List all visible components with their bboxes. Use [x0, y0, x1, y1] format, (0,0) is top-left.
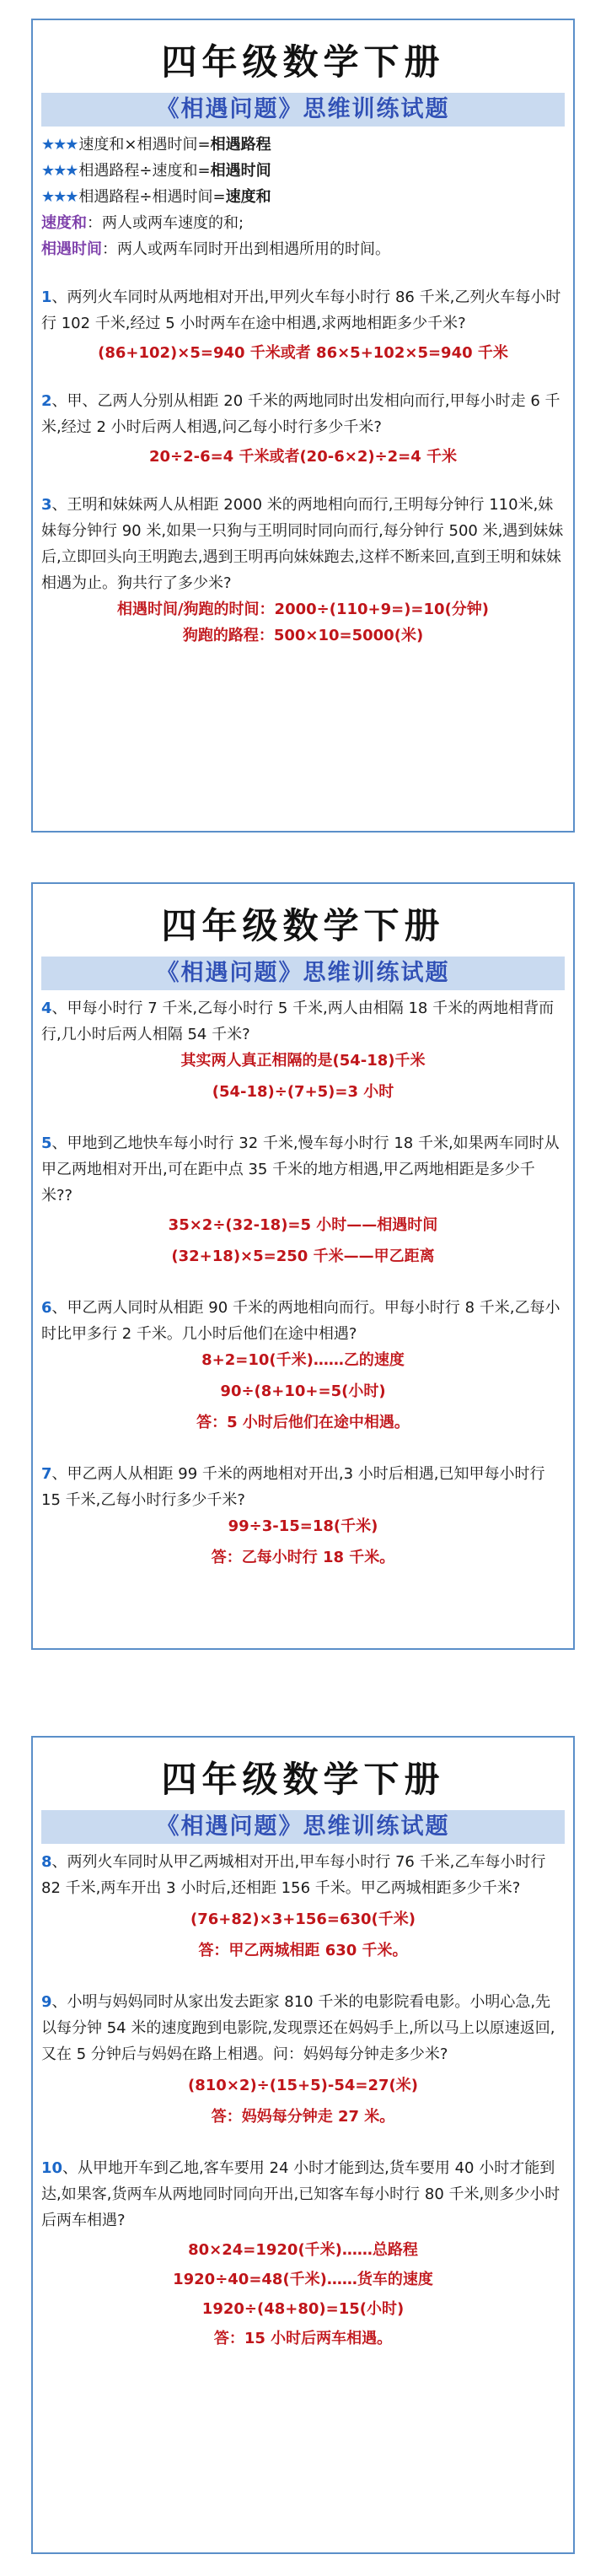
formula-line: ★★★ 相遇路程÷速度和=相遇时间 — [41, 162, 271, 180]
answer-line: 答：甲乙两城相距 630 千米。 — [198, 1942, 408, 1959]
worksheet-page-1 — [31, 19, 575, 833]
problem-5: 5、甲地到乙地快车每小时行 32 千米,慢车每小时行 18 千米,如果两车同时从甲乙两地相对开出,可在距中点 35 千米的地方相遇,甲乙两地相距是多少千米?? — [41, 1134, 560, 1204]
answer-line: 答：15 小时后两车相遇。 — [213, 2330, 393, 2347]
answer-line: 80×24=1920(千米)……总路程 — [188, 2241, 418, 2259]
problem-7: 7、甲乙两人从相距 99 千米的两地相对开出,3 小时后相遇,已知甲每小时行 15 千米,乙每小时行多少千米? — [41, 1465, 545, 1509]
answer-line: 答：5 小时后他们在途中相遇。 — [196, 1414, 410, 1431]
problem-8: 8、两列火车同时从甲乙两城相对开出,甲车每小时行 76 千米,乙车每小时行 82 千米,两车开出 3 小时后,还相距 156 千米。甲乙两城相距多少千米? — [41, 1853, 546, 1897]
problem-3: 3、王明和妹妹两人从相距 2000 米的两地相向而行,王明每分钟行 110米,妹妹每分钟行 90 米,如果一只狗与王明同时同向而行,每分钟行 500 米,遇到妹妹后,立即回头向王明跑去,遇到王明再向妹妹跑去,这样不断来回,直到王明和妹妹相遇为止。狗共行了多少米? — [41, 496, 564, 592]
page-title: 四年级数学下册 — [161, 1759, 445, 1800]
answer-line: (810×2)÷(15+5)-54=27(米) — [188, 2077, 418, 2094]
problem-1: 1、两列火车同时从两地相对开出,甲列火车每小时行 86 千米,乙列火车每小时行 102 千米,经过 5 小时两车在途中相遇,求两地相距多少千米? — [41, 288, 561, 332]
star-icon: ★★★ — [41, 162, 78, 180]
answer-line: 狗跑的路程：500×10=5000(米) — [182, 627, 424, 644]
star-icon: ★★★ — [41, 136, 78, 154]
answer-line: 相遇时间/狗跑的时间：2000÷(110+9=)=10(分钟) — [116, 601, 490, 618]
page-subtitle: 《相遇问题》思维训练试题 — [41, 93, 565, 127]
formula-line: ★★★ 速度和×相遇时间=相遇路程 — [41, 136, 271, 154]
answer-line: 90÷(8+10+=5(小时) — [220, 1382, 386, 1400]
formula-line: ★★★ 相遇路程÷相遇时间=速度和 — [41, 188, 271, 206]
answer-line: 99÷3-15=18(千米) — [228, 1517, 378, 1535]
star-icon: ★★★ — [41, 188, 78, 206]
worksheet-page-2 — [31, 882, 575, 1650]
answer-line: 其实两人真正相隔的是(54-18)千米 — [180, 1052, 426, 1070]
problem-4: 4、甲每小时行 7 千米,乙每小时行 5 千米,两人由相隔 18 千米的两地相背而行,几小时后两人相隔 54 千米? — [41, 1000, 555, 1043]
answer-line: 35×2÷(32-18)=5 小时——相遇时间 — [168, 1216, 438, 1234]
problem-2: 2、甲、乙两人分别从相距 20 千米的两地同时出发相向而行,甲每小时走 6 千米,经过 2 小时后两人相遇,问乙每小时行多少千米? — [41, 392, 560, 436]
answer-line: (86+102)×5=940 千米或者 86×5+102×5=940 千米 — [98, 344, 508, 362]
answer-line: 8+2=10(千米)……乙的速度 — [201, 1351, 405, 1369]
problem-6: 6、甲乙两人同时从相距 90 千米的两地相向而行。甲每小时行 8 千米,乙每小时比甲多行 2 千米。几小时后他们在途中相遇? — [41, 1299, 560, 1343]
page-subtitle: 《相遇问题》思维训练试题 — [41, 1810, 565, 1844]
definition-line: 速度和：两人或两车速度的和; — [41, 214, 244, 232]
definition-line: 相遇时间：两人或两车同时开出到相遇所用的时间。 — [41, 240, 390, 258]
problem-10: 10、从甲地开车到乙地,客车要用 24 小时才能到达,货车要用 40 小时才能到达,如果客,货两车从两地同时同向开出,已知客车每小时行 80 千米,则多少小时后两车相遇? — [41, 2159, 560, 2229]
page-subtitle: 《相遇问题》思维训练试题 — [41, 957, 565, 990]
answer-line: 答：妈妈每分钟走 27 米。 — [211, 2108, 395, 2126]
answer-line: (76+82)×3+156=630(千米) — [190, 1910, 416, 1928]
worksheet-page-3 — [31, 1736, 575, 2554]
answer-line: 答：乙每小时行 18 千米。 — [211, 1549, 395, 1566]
answer-line: (32+18)×5=250 千米——甲乙距离 — [171, 1248, 435, 1265]
page-title: 四年级数学下册 — [161, 905, 445, 946]
problem-9: 9、小明与妈妈同时从家出发去距家 810 千米的电影院看电影。小明心急,先以每分钟 54 米的速度跑到电影院,发现票还在妈妈手上,所以马上以原速返回,又在 5 分钟后与妈妈在路上相遇。问：妈妈每分钟走多少米? — [41, 1993, 555, 2063]
answer-line: 1920÷(48+80)=15(小时) — [201, 2300, 405, 2318]
answer-line: (54-18)÷(7+5)=3 小时 — [212, 1083, 394, 1101]
answer-line: 1920÷40=48(千米)……货车的速度 — [173, 2271, 433, 2288]
page-title: 四年级数学下册 — [161, 41, 445, 83]
answer-line: 20÷2-6=4 千米或者(20-6×2)÷2=4 千米 — [148, 448, 458, 466]
